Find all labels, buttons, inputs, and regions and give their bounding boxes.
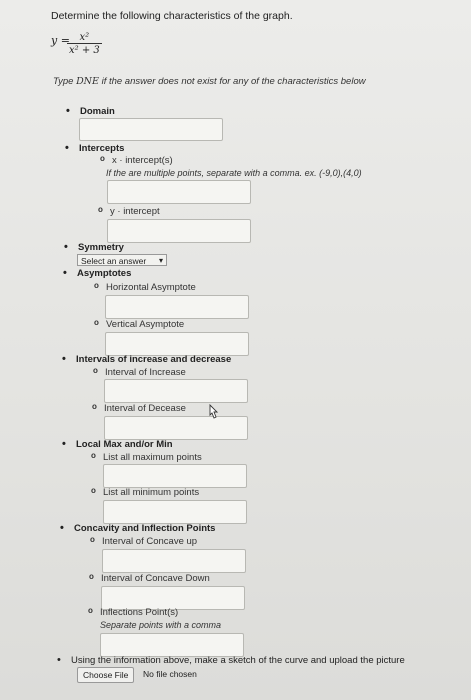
equation-fraction: [67, 32, 102, 56]
vertical-asymptote-label: o Vertical Asymptote: [106, 319, 184, 330]
intervals-label: • Intervals of increase and decrease: [76, 354, 231, 365]
vertical-asymptote-input[interactable]: [105, 332, 249, 356]
equation-denominator: x² + 3: [69, 45, 100, 56]
max-points-input[interactable]: [103, 464, 247, 488]
instruction-prefix: Type: [53, 76, 77, 87]
local-extrema-label: • Local Max and/or Min: [76, 439, 173, 450]
mouse-pointer-icon: [206, 404, 220, 420]
intercepts-label: • Intercepts: [79, 143, 124, 154]
x-intercept-label: o x · intercept(s): [112, 155, 173, 166]
horizontal-asymptote-label: o Horizontal Asymptote: [106, 282, 196, 293]
interval-increase-input[interactable]: [104, 379, 248, 403]
choose-file-button[interactable]: Choose File: [77, 667, 134, 683]
x-intercept-input[interactable]: [107, 180, 251, 204]
y-intercept-input[interactable]: [107, 219, 251, 243]
symmetry-select-value: Select an answer: [81, 256, 147, 266]
interval-decrease-input[interactable]: [104, 416, 248, 440]
symmetry-select[interactable]: [77, 254, 167, 266]
min-points-input[interactable]: [103, 500, 247, 524]
equation-lhs: y =: [51, 34, 70, 47]
concave-up-input[interactable]: [102, 549, 246, 573]
inflection-label: o Inflections Point(s): [100, 607, 178, 618]
inflection-note: Separate points with a comma: [100, 620, 222, 630]
y-intercept-label: o y · intercept: [110, 206, 160, 217]
interval-decrease-label: o Interval of Decease: [104, 403, 186, 414]
domain-label: • Domain: [80, 106, 115, 117]
chevron-down-icon: ▾: [158, 256, 163, 265]
max-points-label: o List all maximum points: [103, 452, 202, 463]
symmetry-label: • Symmetry: [78, 242, 124, 253]
concave-down-label: o Interval of Concave Down: [101, 573, 210, 584]
file-status: No file chosen: [143, 669, 197, 679]
inflection-input[interactable]: [100, 633, 244, 657]
question-heading: Determine the following characteristics of the graph.: [51, 10, 293, 22]
instruction-text: [53, 76, 366, 87]
instruction-dne: DNE: [76, 76, 99, 87]
equation-numerator: x²: [79, 32, 90, 43]
domain-input[interactable]: [79, 118, 223, 141]
sketch-instruction: • Using the information above, make a sketch of the curve and upload the picture: [71, 655, 405, 666]
x-intercept-note: If the are multiple points, separate with a comma. ex. (-9,0),(4,0): [106, 168, 362, 178]
interval-increase-label: o Interval of Increase: [105, 367, 186, 378]
concave-up-label: o Interval of Concave up: [102, 536, 197, 547]
min-points-label: o List all minimum points: [103, 487, 199, 498]
instruction-suffix: if the answer does not exist for any of the characteristics below: [98, 76, 366, 87]
concavity-label: • Concavity and Inflection Points: [74, 523, 215, 534]
asymptotes-label: • Asymptotes: [77, 268, 131, 279]
horizontal-asymptote-input[interactable]: [105, 295, 249, 319]
